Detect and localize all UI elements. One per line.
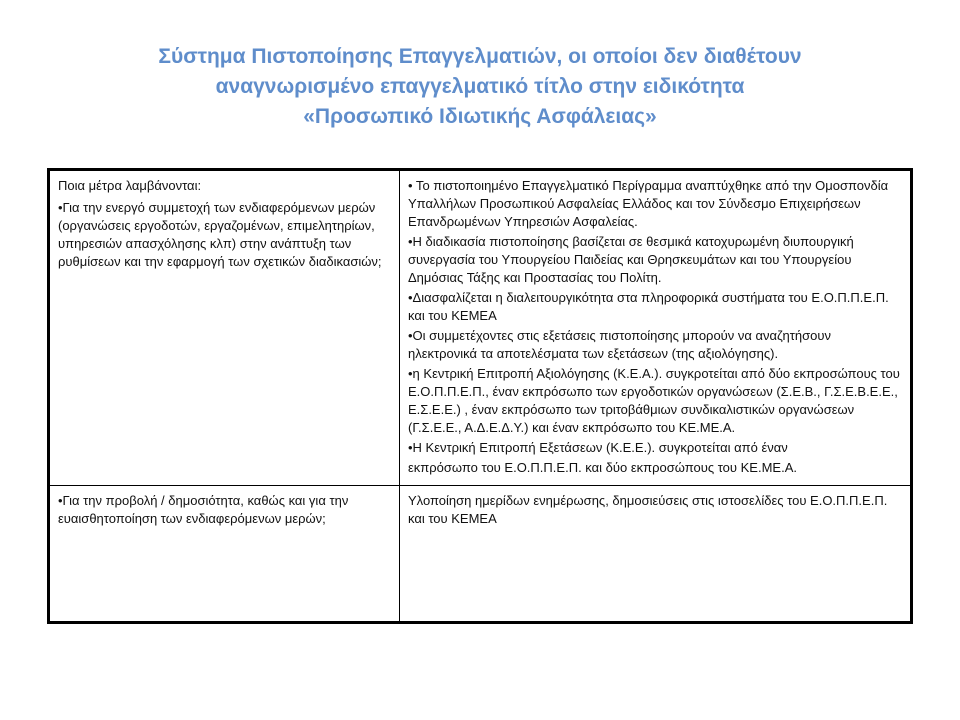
- title-line-2: αναγνωρισμένο επαγγελματικό τίτλο στην ειδικότητα: [215, 75, 745, 98]
- table-row: [49, 170, 912, 486]
- title-line-3: «Προσωπικό Ιδιωτικής Ασφάλειας»: [303, 105, 657, 128]
- table-cell-measures-question: [49, 170, 400, 486]
- measures-heading: Ποια μέτρα λαμβάνονται:: [58, 178, 202, 193]
- table-cell-publicity-answer: [400, 486, 912, 623]
- answer-item: •η Κεντρική Επιτροπή Αξιολόγησης (Κ.Ε.Α.). συγκροτείται από δύο εκπροσώπους του Ε.Ο.Π.Π.Ε.Π., έναν εκπρόσωπο των εργοδοτικών οργανώσεων (Σ.Ε.Β., Γ.Σ.Ε.Β.Ε.Ε., Ε.Σ.Ε.Ε.) , έναν εκπρόσωπο των τριτοβάθμιων συνδικαλιστικών οργανώσεων (Γ.Σ.Ε.Ε., Α.Δ.Ε.Δ.Υ.) και έναν εκπρόσωπο του ΚΕ.ΜΕ.Α.: [408, 366, 900, 435]
- answer-item: • Το πιστοποιημένο Επαγγελματικό Περίγραμμα αναπτύχθηκε από την Ομοσπονδία Υπαλλήλων Προσωπικού Ασφαλείας Ελλάδος και τον Σύνδεσμο Επιχειρήσεων Επανδρωμένων Υπηρεσιών Ασφαλείας.: [408, 178, 889, 229]
- slide-title: [60, 42, 900, 132]
- table-row: [49, 486, 912, 623]
- info-table: [47, 168, 913, 624]
- answer-item: •Διασφαλίζεται η διαλειτουργικότητα στα πληροφορικά συστήματα του Ε.Ο.Π.Π.Ε.Π. και του ΚΕΜΕΑ: [408, 290, 889, 323]
- answer-item: •Η Κεντρική Επιτροπή Εξετάσεων (Κ.Ε.Ε.). συγκροτείται από έναν: [408, 440, 788, 455]
- table-cell-publicity-question: [49, 486, 400, 623]
- title-line-1: Σύστημα Πιστοποίησης Επαγγελματιών, οι οποίοι δεν διαθέτουν: [158, 45, 802, 68]
- answer-item: εκπρόσωπο του Ε.Ο.Π.Π.Ε.Π. και δύο εκπροσώπους του ΚΕ.ΜΕ.Α.: [408, 460, 797, 475]
- publicity-answer: Υλοποίηση ημερίδων ενημέρωσης, δημοσιεύσεις στις ιστοσελίδες του Ε.Ο.Π.Π.Ε.Π. και του ΚΕΜΕΑ: [408, 493, 888, 526]
- table-cell-measures-answer: [400, 170, 912, 486]
- participation-question: •Για την ενεργό συμμετοχή των ενδιαφερόμενων μερών (οργανώσεις εργοδοτών, εργαζομένων, επιμελητηρίων, υπηρεσιών απασχόλησης κλπ) στην ανάπτυξη των ρυθμίσεων και την εφαρμογή των σχετικών διαδικασιών;: [58, 200, 382, 269]
- publicity-question: •Για την προβολή / δημοσιότητα, καθώς και για την ευαισθητοποίηση των ενδιαφερόμενων μερών;: [58, 493, 349, 526]
- answer-item: •Οι συμμετέχοντες στις εξετάσεις πιστοποίησης μπορούν να αναζητήσουν ηλεκτρονικά τα αποτελέσματα των εξετάσεων (της αξιολόγησης).: [408, 328, 832, 361]
- answer-item: •Η διαδικασία πιστοποίησης βασίζεται σε θεσμικά κατοχυρωμένη διυπουργική συνεργασία του Υπουργείου Παιδείας και Θρησκευμάτων και του Υπουργείου Δημόσιας Τάξης και Προστασίας του Πολίτη.: [408, 234, 854, 285]
